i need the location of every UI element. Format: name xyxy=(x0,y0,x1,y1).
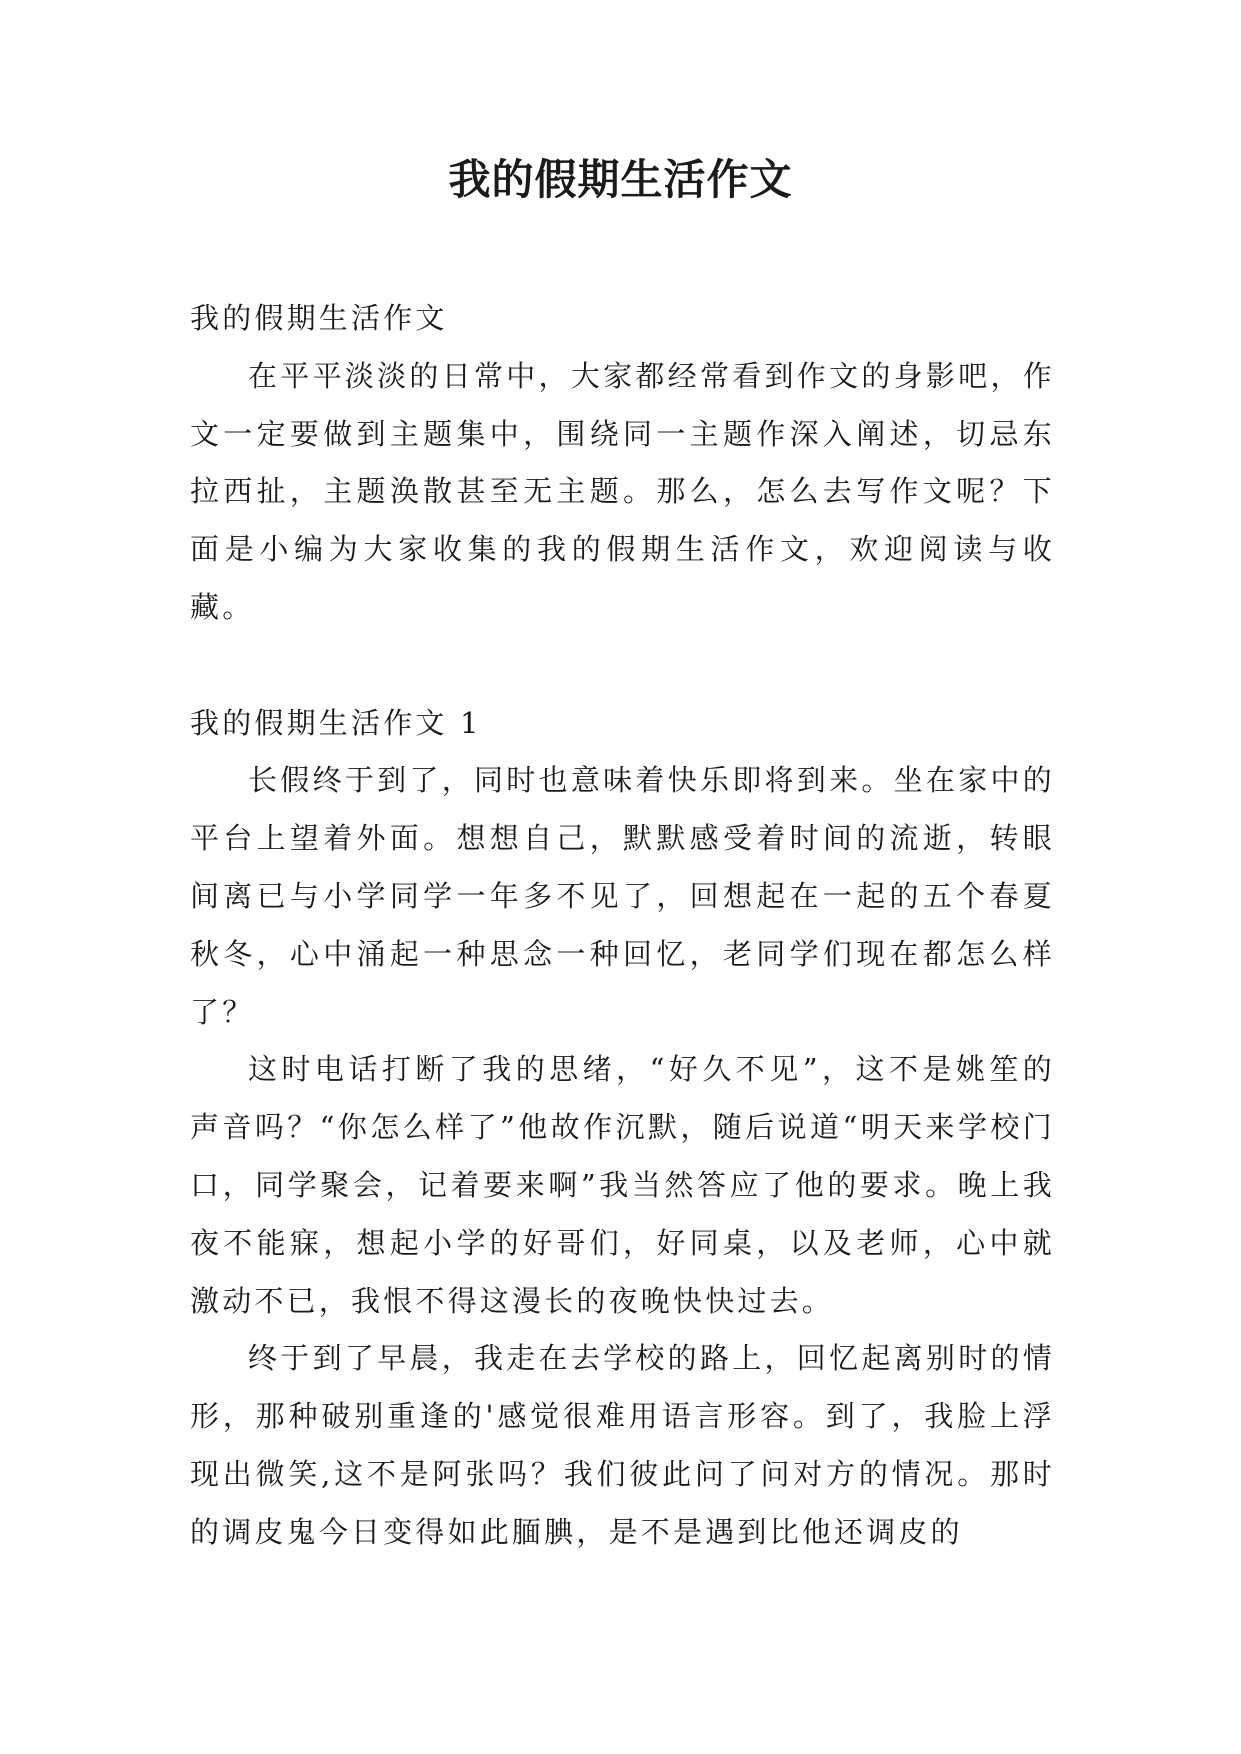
intro-heading: 我的假期生活作文 xyxy=(190,301,448,335)
body-paragraph: 长假终于到了，同时也意味着快乐即将到来。坐在家中的平台上望着外面。想想自己，默默感受着时间的流逝，转眼间离已与小学同学一年多不见了，回想起在一起的五个春夏秋冬，心中涌起一种思念一种回忆，老同学们现在都怎么样了？ xyxy=(190,763,1055,1029)
document-body xyxy=(190,290,1055,1562)
section-heading: 我的假期生活作文 1 xyxy=(190,705,482,740)
body-paragraph: 这时电话打断了我的思绪，“好久不见”，这不是姚笙的声音吗？“你怎么样了”他故作沉默，随后说道“明天来学校门口，同学聚会，记着要来啊”我当然答应了他的要求。晚上我夜不能寐，想起小学的好哥们，好同桌，以及老师，心中就激动不已，我恨不得这漫长的夜晚快快过去。 xyxy=(190,1052,1056,1318)
document-title: 我的假期生活作文 xyxy=(448,155,793,204)
body-paragraph: 终于到了早晨，我走在去学校的路上，回忆起离别时的情形，那种破别重逢的'感觉很难用语言形容。到了，我脸上浮现出微笑,这不是阿张吗？我们彼此问了问对方的情况。那时的调皮鬼今日变得如此腼腆，是不是遇到比他还调皮的 xyxy=(190,1341,1055,1549)
intro-paragraph: 在平平淡淡的日常中，大家都经常看到作文的身影吧，作文一定要做到主题集中，围绕同一主题作深入阐述，切忌东拉西扯，主题涣散甚至无主题。那么，怎么去写作文呢？下面是小编为大家收集的我的假期生活作文，欢迎阅读与收藏。 xyxy=(190,358,1055,624)
section-spacer xyxy=(190,637,1055,695)
